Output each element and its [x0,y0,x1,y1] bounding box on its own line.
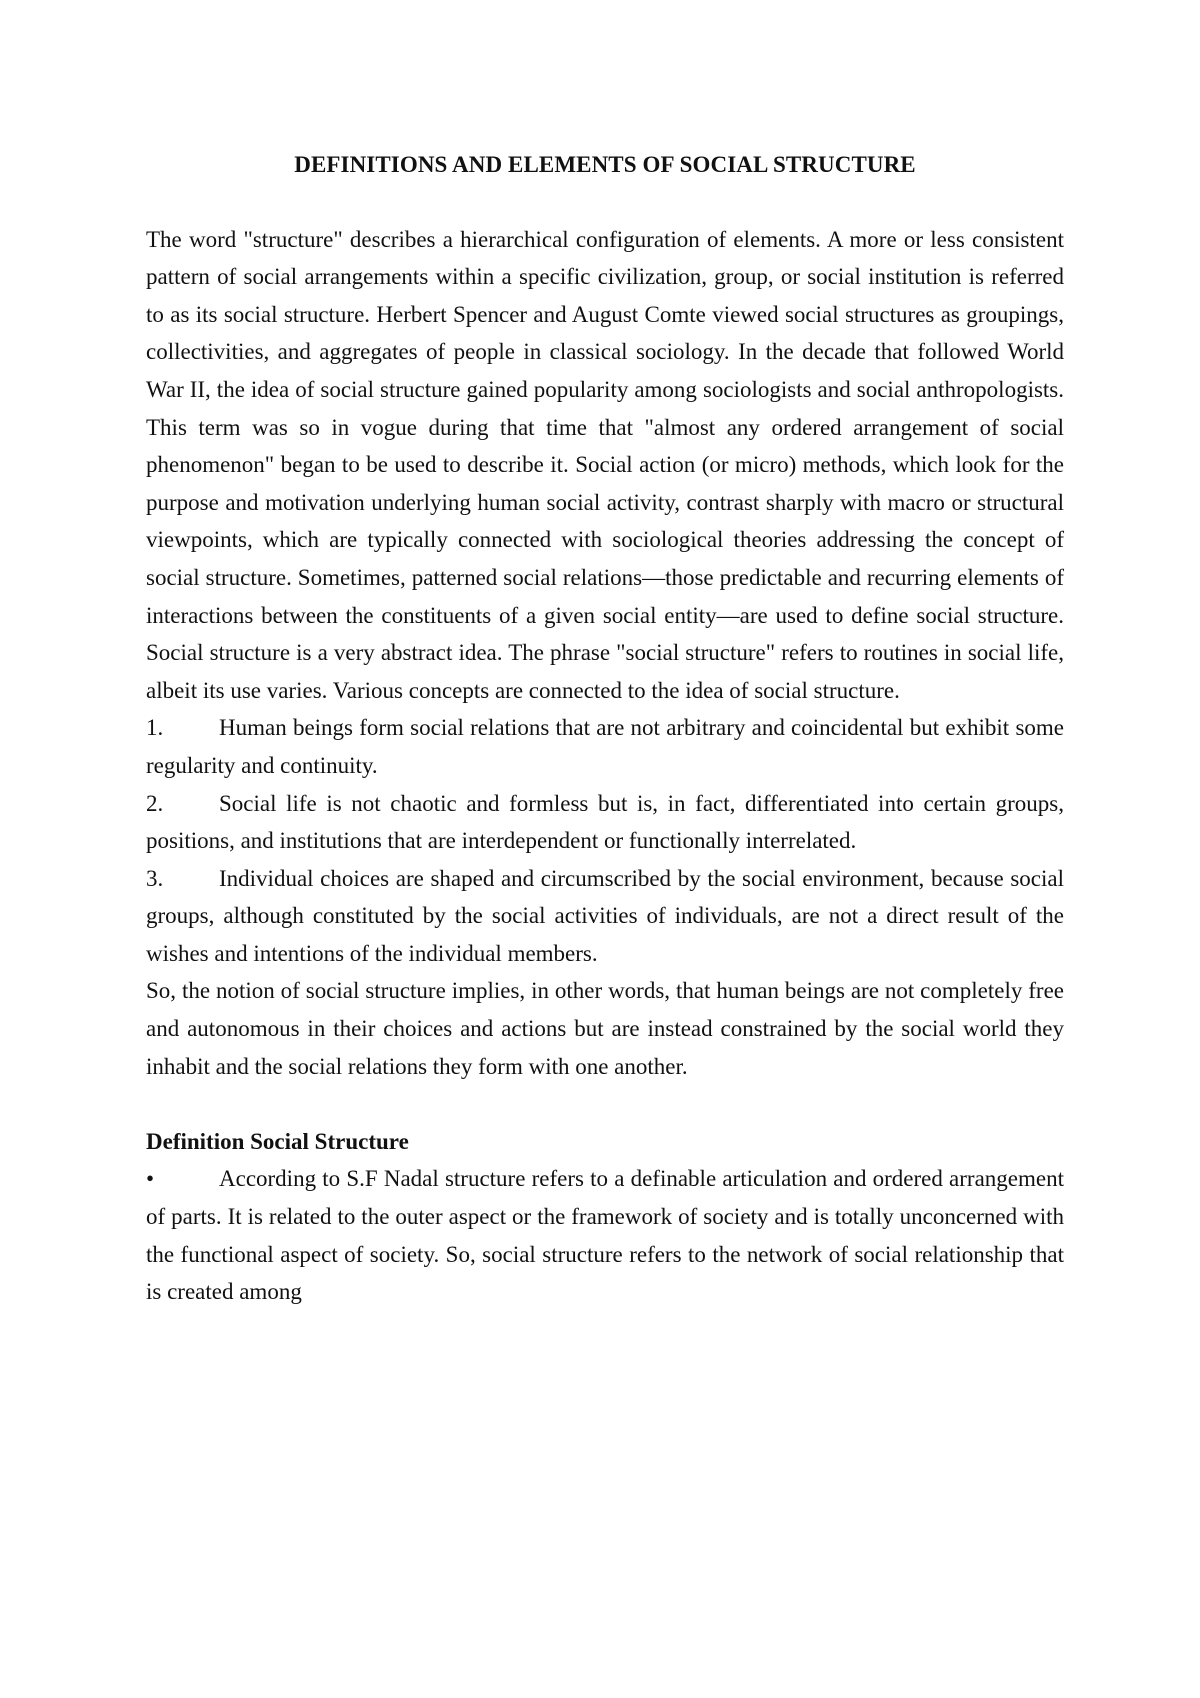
bullet-item [146,1160,1064,1310]
list-marker: 1. [146,715,164,741]
list-marker: 2. [146,790,164,816]
conclusion-paragraph: So, the notion of social structure implies, in other words, that human beings are not completely free and autonomous in their choices and actions but are instead constrained by the social world they inhabit and the social relations they form with one another. [146,978,1064,1079]
bullet-item-text: According to S.F Nadal structure refers to a definable articulation and ordered arrangement of parts. It is related to the outer aspect or the framework of society and is totally unconcerned with the functional aspect of society. So, social structure refers to the network of social relationship that is created among [146,1166,1064,1305]
paragraph-spacer [146,1085,1064,1123]
list-item [146,860,1064,973]
list-item-text: Social life is not chaotic and formless but is, in fact, differentiated into certain groups, positions, and institutions that are interdependent or functionally interrelated. [146,790,1064,854]
bullet-marker: • [146,1166,155,1192]
list-marker: 3. [146,865,164,891]
list-item [146,709,1064,784]
list-item-text: Human beings form social relations that are not arbitrary and coincidental but exhibit some regularity and continuity. [146,715,1064,778]
list-item [146,785,1064,860]
intro-paragraph: The word "structure" describes a hierarchical configuration of elements. A more or less consistent pattern of social arrangements within a specific civilization, group, or social institution is referred to as its social structure. Herbert Spencer and August Comte viewed social structures as groupings, collectivities, and aggregates of people in classical sociology. In the decade that followed World War II, the idea of social structure gained popularity among sociologists and social anthropologists. This term was so in vogue during that time that "almost any ordered arrangement of social phenomenon" began to be used to describe it. Social action (or micro) methods, which look for the purpose and motivation underlying human social activity, contrast sharply with macro or structural viewpoints, which are typically connected with sociological theories addressing the concept of social structure. Sometimes, patterned social relations—those predictable and recurring elements of interactions between the constituents of a given social entity—are used to define social structure. Social structure is a very abstract idea. The phrase "social structure" refers to routines in social life, albeit its use varies. Various concepts are connected to the idea of social structure. [146,226,1064,703]
list-item-text: Individual choices are shaped and circumscribed by the social environment, because social groups, although constituted by the social activities of individuals, are not a direct result of the wishes and intentions of the individual members. [146,865,1064,966]
document-body [146,146,1064,1311]
definition-heading: Definition Social Structure [146,1128,409,1154]
document-title: DEFINITIONS AND ELEMENTS OF SOCIAL STRUCTURE [294,152,916,177]
